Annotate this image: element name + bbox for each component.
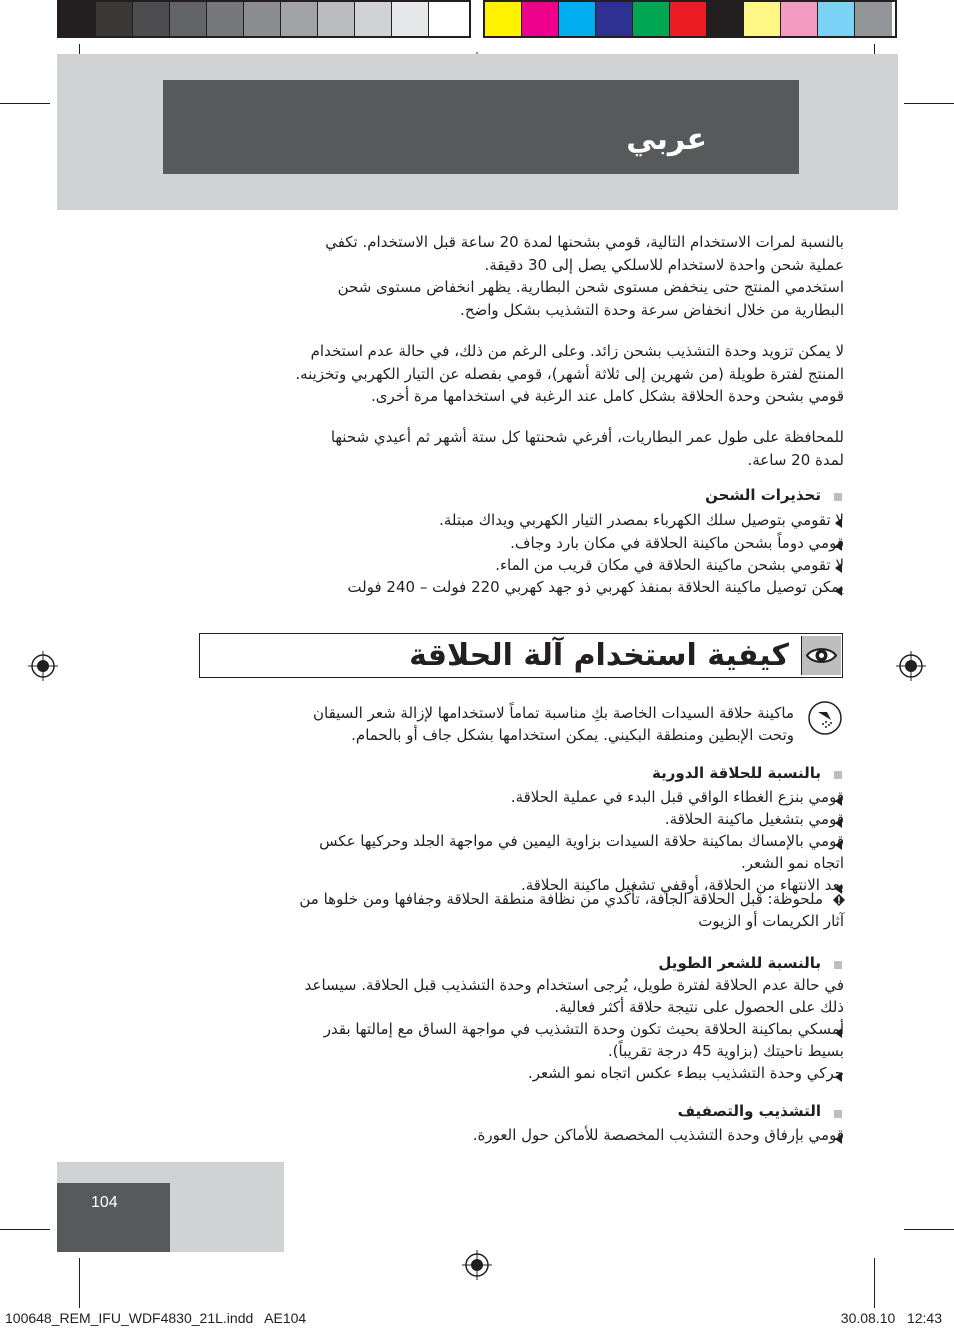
charging-paragraph-2: [160, 340, 844, 408]
long-hair-item: أمسكي بماكينة الحلاقة بحيث تكون وحدة التشذيب في مواجهة الساق مع إمالتها بقدر: [323, 1020, 844, 1038]
page-number: 104: [91, 1194, 118, 1211]
footer-file-info: 100648_REM_IFU_WDF4830_21L.indd AE104: [5, 1310, 307, 1326]
charging-paragraph-3: [160, 426, 844, 471]
text-line: البطارية من خلال انخفاض سرعة وحدة التشذيب بشكل واضح.: [460, 300, 844, 319]
color-swatch: [670, 2, 707, 36]
long-hair-intro-line: ذلك على الحصول على نتيجة حلاقة أكثر فعالية.: [554, 998, 844, 1016]
color-swatch: [522, 2, 559, 36]
regular-shaving-heading: بالنسبة للحلاقة الدورية: [652, 764, 821, 782]
regular-item: قومي بالإمساك بماكينة حلاقة السيدات بزاوية اليمين في مواجهة الجلد وحركيها عكس: [319, 832, 844, 850]
color-swatch: [133, 2, 170, 36]
text-line: عملية شحن واحدة لاستخدام للاسلكي يصل إلى 30 دقيقة.: [484, 255, 844, 274]
note-line: ملحوظة: قبل الحلاقة الجافة، تأكدي من نظافة منطقة الحلاقة وجفافها ومن خلوها من: [299, 890, 823, 908]
note-line: آثار الكريمات أو الزيوت: [698, 912, 844, 930]
color-swatch: [855, 2, 892, 36]
warning-item: لا تقومي بشحن ماكينة الحلاقة في مكان قريب من الماء.: [495, 556, 844, 574]
process-color-bar: [483, 0, 897, 38]
color-swatch: [633, 2, 670, 36]
long-hair-intro-line: في حالة عدم الحلاقة لفترة طويل، يُرجى استخدام وحدة التشذيب قبل الحلاقة. سيساعد: [304, 976, 844, 994]
text-line: بالنسبة لمرات الاستخدام التالية، قومي بشحنها لمدة 20 ساعة قبل الاستخدام. تكفي: [325, 233, 844, 251]
section-square-marker: [834, 961, 842, 969]
color-swatch: [318, 2, 355, 36]
section-square-marker: [834, 771, 842, 779]
crop-mark: [904, 103, 954, 104]
registration-mark-icon: [896, 651, 926, 681]
color-swatch: [429, 2, 466, 36]
regular-item: قومي بتشغيل ماكينة الحلاقة.: [664, 810, 844, 828]
page-title: عربي: [626, 122, 707, 157]
color-swatch: [781, 2, 818, 36]
section-title: كيفية استخدام آلة الحلاقة: [409, 638, 789, 673]
trimming-heading: التشذيب والتصفيف: [677, 1102, 821, 1120]
intro-line: وتحت الإبطين ومنطقة البكيني. يمكن استخدامها بشكل جاف أو بالحمام.: [351, 726, 794, 744]
text-line: للمحافظة على طول عمر البطاريات، أفرغي شحنتها كل ستة أشهر ثم أعيدي شحنها: [330, 428, 844, 446]
text-line: قومي بشحن وحدة الحلاقة بشكل كامل عند الرغبة في استخدامها مرة أخرى.: [370, 387, 844, 405]
section-icon-box: [801, 636, 841, 675]
text-line: لا يمكن تزويد وحدة التشذيب بشحن زائد. وعلى الرغم من ذلك، في حالة عدم استخدام: [310, 342, 844, 360]
eye-icon: [802, 636, 841, 675]
text-line: لمدة 20 ساعة.: [747, 450, 844, 469]
color-swatch: [392, 2, 429, 36]
warnings-heading: تحذيرات الشحن: [705, 486, 821, 504]
section-square-marker: [834, 1110, 842, 1118]
trimming-item: قومي بإرفاق وحدة التشذيب المخصصة للأماكن حول العورة.: [472, 1126, 844, 1144]
crop-mark: [904, 1229, 954, 1230]
regular-item-continued: اتجاه نمو الشعر.: [741, 854, 844, 872]
color-swatch: [96, 2, 133, 36]
long-hair-item-continued: بسيط ناحيتك (بزاوية 45 درجة تقريباً).: [607, 1042, 844, 1060]
crop-mark: [0, 1229, 50, 1230]
footer-date: 30.08.10 12:43: [840, 1310, 942, 1326]
registration-mark-icon: [28, 651, 58, 681]
color-swatch: [559, 2, 596, 36]
registration-mark-icon: [462, 1250, 492, 1280]
color-swatch: [355, 2, 392, 36]
color-swatch: [485, 2, 522, 36]
long-hair-item: حركي وحدة التشذيب ببطء عكس اتجاه نمو الشعر.: [527, 1064, 844, 1082]
color-swatch: [170, 2, 207, 36]
text-line: استخدمي المنتج حتى ينخفض مستوى شحن البطارية. يظهر انخفاض مستوى شحن: [337, 278, 844, 296]
warning-item: يمكن توصيل ماكينة الحلاقة بمنفذ كهربي ذو جهد كهربي 220 فولت – 240 فولت: [347, 578, 844, 596]
color-swatch: [207, 2, 244, 36]
color-swatch: [244, 2, 281, 36]
section-square-marker: [834, 493, 842, 501]
regular-item: قومي بنزع الغطاء الواقي قبل البدء في عملية الحلاقة.: [510, 788, 844, 806]
crop-mark: [874, 1258, 875, 1308]
color-swatch: [281, 2, 318, 36]
regular-item: بعد الانتهاء من الحلاقة، أوقفي تشغيل ماكينة الحلاقة.: [520, 876, 844, 894]
note-icon: [832, 893, 846, 907]
intro-line: ماكينة حلاقة السيدات الخاصة بكِ مناسبة تماماً لاستخدامها لإزالة شعر السيقان: [312, 704, 794, 722]
warning-item: قومي دوماً بشحن ماكينة الحلاقة في مكان بارد وجاف.: [510, 534, 844, 552]
grey-color-bar: [57, 0, 471, 38]
color-swatch: [596, 2, 633, 36]
warning-item: لا تقومي بتوصيل سلك الكهرباء بمصدر التيار الكهربي ويداك مبتلة.: [439, 511, 844, 529]
long-hair-heading: بالنسبة للشعر الطويل: [658, 954, 821, 972]
crop-mark: [0, 103, 50, 104]
text-line: المنتج لفترة طويلة (من شهرين إلى ثلاثة أشهر)، قومي بفصله عن التيار الكهربي وتخزينه.: [295, 364, 844, 383]
charging-paragraph-1: [160, 231, 844, 321]
shower-icon: [807, 700, 843, 736]
color-swatch: [744, 2, 781, 36]
color-swatch: [707, 2, 744, 36]
color-swatch: [59, 2, 96, 36]
color-swatch: [818, 2, 855, 36]
crop-mark: [79, 1258, 80, 1308]
